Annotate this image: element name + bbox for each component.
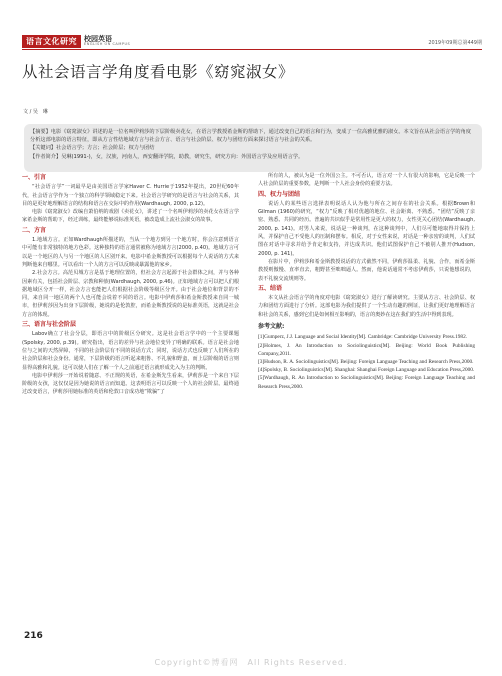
body-paragraph: 电影《窈窕淑女》改编自萧伯纳的戏剧《卖花女》，讲述了一个名叫伊莉莎的卖花女在语言学家希金斯的帮助下，经过训练，最终能够说标准英语，被改造成上流社会淑女的故事。: [22, 209, 239, 224]
reference-item: [4]Spolsky, B. Sociolinguistics[M]. Shanghai: Shanghai Foreign Language and Education Press,2000.: [258, 367, 475, 374]
author-info-text: 【作者简介】吴琳(1991-)，女，汉族，河南人，西安翻译学院，助教，研究生，研究方向：外国语言学及应用语言学。: [30, 153, 304, 160]
page-number: 216: [24, 631, 43, 641]
abstract-text: 【摘要】电影《窈窕淑女》讲述的是一位名叫伊莉莎的下层阶级卖花女，在语言学教授希金斯的帮助下，通过改变自己的语言和行为，变成了一位高雅优雅的淑女。本文旨在从社会语言学的角度分析这部电影的语言特征，即从方言性结地域方言与社会方言、语言与社会阶层、权力与团结方面来探讨语言与社会的关系。: [30, 129, 471, 144]
body-paragraph: 2.社会方言。高范贝城方言是基于地理位置的，但社会方言起源于社会群体之间，并与各种因素有关，包括社会阶层、宗教和种族(Wardhaugh, 2000, p.46)。正如地域方言可以把人们根据地域区分开一样，社会方言也能把人们根据社会阶级等级区分开。由于社会地位和背景的不同，来自同一地区的两个人也可能会说着不同的语言。电影中伊莉莎和希金斯教授来自同一城市，但伊莉莎因为出身下层阶级，她说的是伦敦腔，而希金斯教授说的是标准英语，这就是社会方言的体现。: [22, 270, 239, 318]
section-tag: 语言文化研究: [22, 35, 81, 48]
reference-item: [5]Wardhaugh, R. An Introduction to Sociolinguistics[M]. Beijing: Foreign Language Teaching and Research Press,2000.: [258, 375, 475, 390]
article-title: 从社会语言学角度看电影《窈窕淑女》: [22, 63, 295, 81]
abstract-box: [24, 124, 482, 172]
body-paragraph: Labov确立了社会分层，即语言中的阶级区分研究。这是社会语言学中的一个主要课题(Spolsky, 2000, p.39)。研究指出，语言的差异与社会地位变异了明确的联系。语言是社会地位与之间的天然屏障，不同的社会阶层有不同的说话方式；同时，说话方式也反映了人们所在的社会阶层和社会身份。通常，下层阶级的语言听起来粗鲁、不礼貌和野蛮，而上层阶级的语言则显得高雅和礼貌。这可以使人们在了解一个人之前通过语言就形成先入为主的判断。: [22, 331, 239, 371]
section-heading: 五、结语: [258, 284, 283, 292]
section-heading: 二、方言: [22, 226, 47, 234]
journal-brand-subtitle: ENGLISH ON CAMPUS: [84, 42, 131, 46]
right-column-body: [258, 172, 475, 319]
body-paragraph: 说话人的某些语言选择表明说话人认为他与所在之间存在的社会关系。根据Brown和Gilman (1960)的研究，“权力”反映了相对优越的地位、社会距离、不熟悉。“团结”反映了亲密、熟悉、共同的经历。普遍的共识似乎是常用性是更大的权力，女性更关心团结(Wardhaugh, 2000, p. 141)。对男人来说，说话是一种谈判，在这种谈判中，人们尽可能地取得并保持上风，并保护自己不受他人的压制和摆布。相反，对于女性来说，对话是一种亲密的谈判，人们试图在对话中寻求并给予肯定和支持，并达成共识。他们试图保护自己不被别人推开(Hudson, 2000, p. 141)。: [258, 200, 475, 257]
left-column: [22, 172, 239, 397]
body-paragraph: 电影中伊莉莎一开始说着随意、不正规的英语，在希金斯先生看来，伊莉莎是一个来自下层阶级的女孩，这仅仅是因为她说的语言而知道。这表明语言可以反映一个人的社会阶层。最终通过改变语言，伊莉莎用她标准的英语和伦敦口音成功地“欺骗”了: [22, 372, 239, 396]
article-author: 文 / 吴 琳: [23, 109, 48, 115]
header-divider: [22, 49, 482, 50]
issue-label: 2019年09期总第449期: [428, 40, 482, 46]
body-paragraph: 所有的人，被认为是一位外国公主。不可否认，语言对一个人有很大的影响，它是反映一个人社会阶层的重要参数，是判断一个人社会身份的重要方法。: [258, 173, 475, 188]
section-heading: 四、权力与团结: [258, 190, 301, 198]
copyright-watermark: Copyright©博看网 All Rights Reserved.: [154, 658, 348, 667]
page-header: [0, 0, 502, 50]
section-heading: 三、语言与社会阶层: [22, 321, 77, 329]
body-paragraph: 本文从社会语言学的角度对电影《窈窕淑女》进行了解读研究。主要从方言、社会阶层、权力和团结方面进行了分析。这部电影为我们提供了一个生动有趣的例证，让我们更好地理解语言和社会的关系，感到它们是如何相互影响的，语言的奥妙在这在我们的生活中得到表现。: [258, 295, 475, 318]
references-heading: 参考文献:: [258, 323, 285, 331]
reference-item: [3]Hudson, R. A. Sociolinguistics[M]. Beijing: Foreign Language Teaching and Research Press,2000.: [258, 358, 474, 365]
body-paragraph: 1.地域方言。正如Wardhaugh所描述的，当从一个地方到另一个地方时，你会注意到语言中可能有非常独特的地方色彩。这种独特的语言通常被称为地域方言(2000, p.40)。地域方言可以是一个地区的人与另一个地区的人区别开来。电影中希金斯教授可以根据每个人说话的方式来判断他来自哪里。可以看出一个人的方言可以反映或暴露他的家乡。: [22, 237, 239, 268]
journal-brand: 校园英语: [84, 35, 112, 43]
reference-item: [2]Holmes, J. An Introduction to Sociolinguistics[M]. Beijing: World Book Publishing Company,2011.: [258, 342, 475, 357]
right-column: [258, 172, 475, 391]
body-paragraph: 在影片中，伊莉莎和希金斯教授说话的方式截然不同，伊莉莎温柔、礼貌、合作，而希金斯教授则傲慢、直率直去，粗野甚至咄咄逼人。然而，他说话通常不考虑伊莉莎，只说他想说的，表不礼貌交流规则等。: [258, 258, 475, 282]
keywords-text: 【关键词】社会语言学；方言；社会阶层；权力与团结: [30, 145, 155, 152]
section-heading: 一、引言: [22, 174, 47, 181]
body-paragraph: “社会语言学”一词最早是由美国语言学家Haver C. Hurrie于1952年提出，20世纪60年代，社会语言学作为一个独立的科学领域稳定下来。社会语言学研究的是语言与社会的关系，其目的是更好地理解语言的结构和语言在交际中的作用(Wardhaugh, 2000, p.12)。: [22, 184, 239, 207]
reference-item: [1]Gumperz, J.J. Language and Social Identity[M]. Cambridge: Cambridge University Press.1982.: [258, 334, 468, 341]
references-list: [258, 333, 475, 390]
